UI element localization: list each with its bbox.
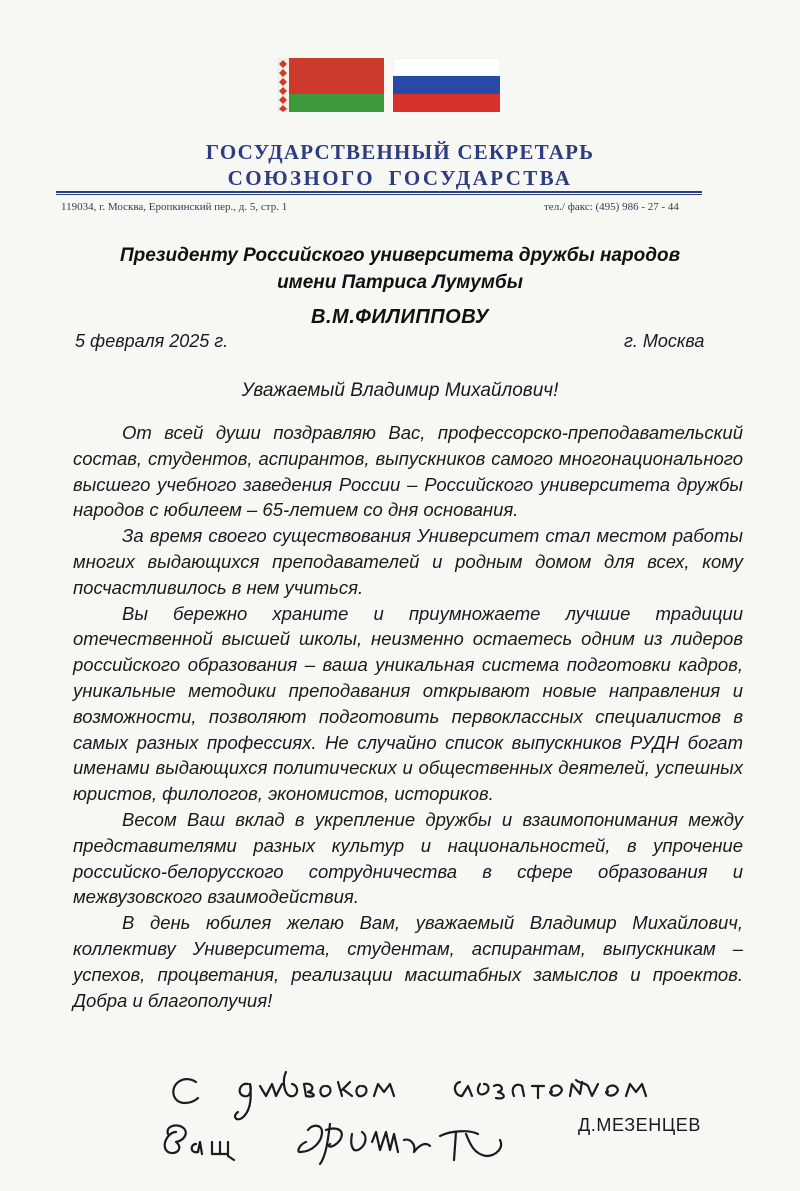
russia-flag-red-band — [393, 94, 500, 112]
paragraph: В день юбилея желаю Вам, уважаемый Владимир Михайлович, коллективу Университета, студентам, аспирантам, выпускникам – успехов, процветания, реализации масштабных замыслов и проектов. Добра и благополучия! — [73, 912, 743, 1011]
org-title-line1: ГОСУДАРСТВЕННЫЙ СЕКРЕТАРЬ — [205, 140, 595, 164]
org-title-line2: СОЮЗНОГО ГОСУДАРСТВА — [227, 166, 573, 190]
belarus-flag-red-band — [277, 58, 384, 94]
header-rule-top — [56, 191, 702, 193]
flags — [0, 58, 800, 112]
recipient-name: В.М.ФИЛИППОВУ — [311, 306, 489, 328]
signature — [298, 1124, 501, 1164]
letter-body — [73, 420, 743, 1013]
recipient-position-line2: имени Патриса Лумумбы — [277, 272, 523, 293]
russia-flag — [393, 58, 500, 112]
paragraph: За время своего существования Университет стал местом работы многих выдающихся преподавателей и родным домом для всех, кому посчастливилось в нем учиться. — [73, 525, 743, 598]
recipient-position-line1: Президенту Российского университета дружбы народов — [119, 245, 681, 266]
paragraph: От всей души поздравляю Вас, профессорско-преподавательский состав, студентов, аспирантов, выпускников самого многонационального высшего учебного заведения России – Российского университета дружбы народов с юбилеем – 65-летием со дня основания. — [73, 422, 743, 521]
paragraph: Вы бережно храните и приумножаете лучшие традиции отечественной высшей школы, неизменно остаетесь одним из лидеров российского образования – ваша уникальная система подготовки кадров, уникальные методики преподавания открывают новые направления и возможности, позволяют подготовить первоклассных специалистов в самых разных профессиях. Не случайно список выпускников РУДН богат именами выдающихся политических и общественных деятелей, успешных юристов, филологов, экономистов, историков. — [73, 602, 743, 805]
russia-flag-blue-band — [393, 76, 500, 94]
belarus-flag — [277, 58, 384, 112]
handwritten-closing-line1 — [173, 1072, 646, 1119]
salutation: Уважаемый Владимир Михайлович! — [241, 380, 559, 401]
letter-date: 5 февраля 2025 г. — [75, 331, 229, 351]
belarus-flag-green-band — [277, 94, 384, 112]
org-address: 119034, г. Москва, Еропкинский пер., д. 5, стр. 1 — [61, 201, 288, 213]
org-phone-fax: тел./ факс: (495) 986 - 27 - 44 — [544, 201, 679, 213]
letter-city: г. Москва — [624, 331, 705, 351]
paragraph: Весом Ваш вклад в укрепление дружбы и взаимопонимания между представителями разных культур и национальностей, в упрочение российско-белорусского сотрудничества в сфере образования и межвузовского взаимодействия. — [73, 808, 743, 908]
handwritten-closing-line2 — [165, 1125, 234, 1160]
header-rule-bottom — [56, 194, 702, 195]
signatory-name: Д.МЕЗЕНЦЕВ — [578, 1115, 701, 1135]
russia-flag-white-band — [393, 58, 500, 76]
